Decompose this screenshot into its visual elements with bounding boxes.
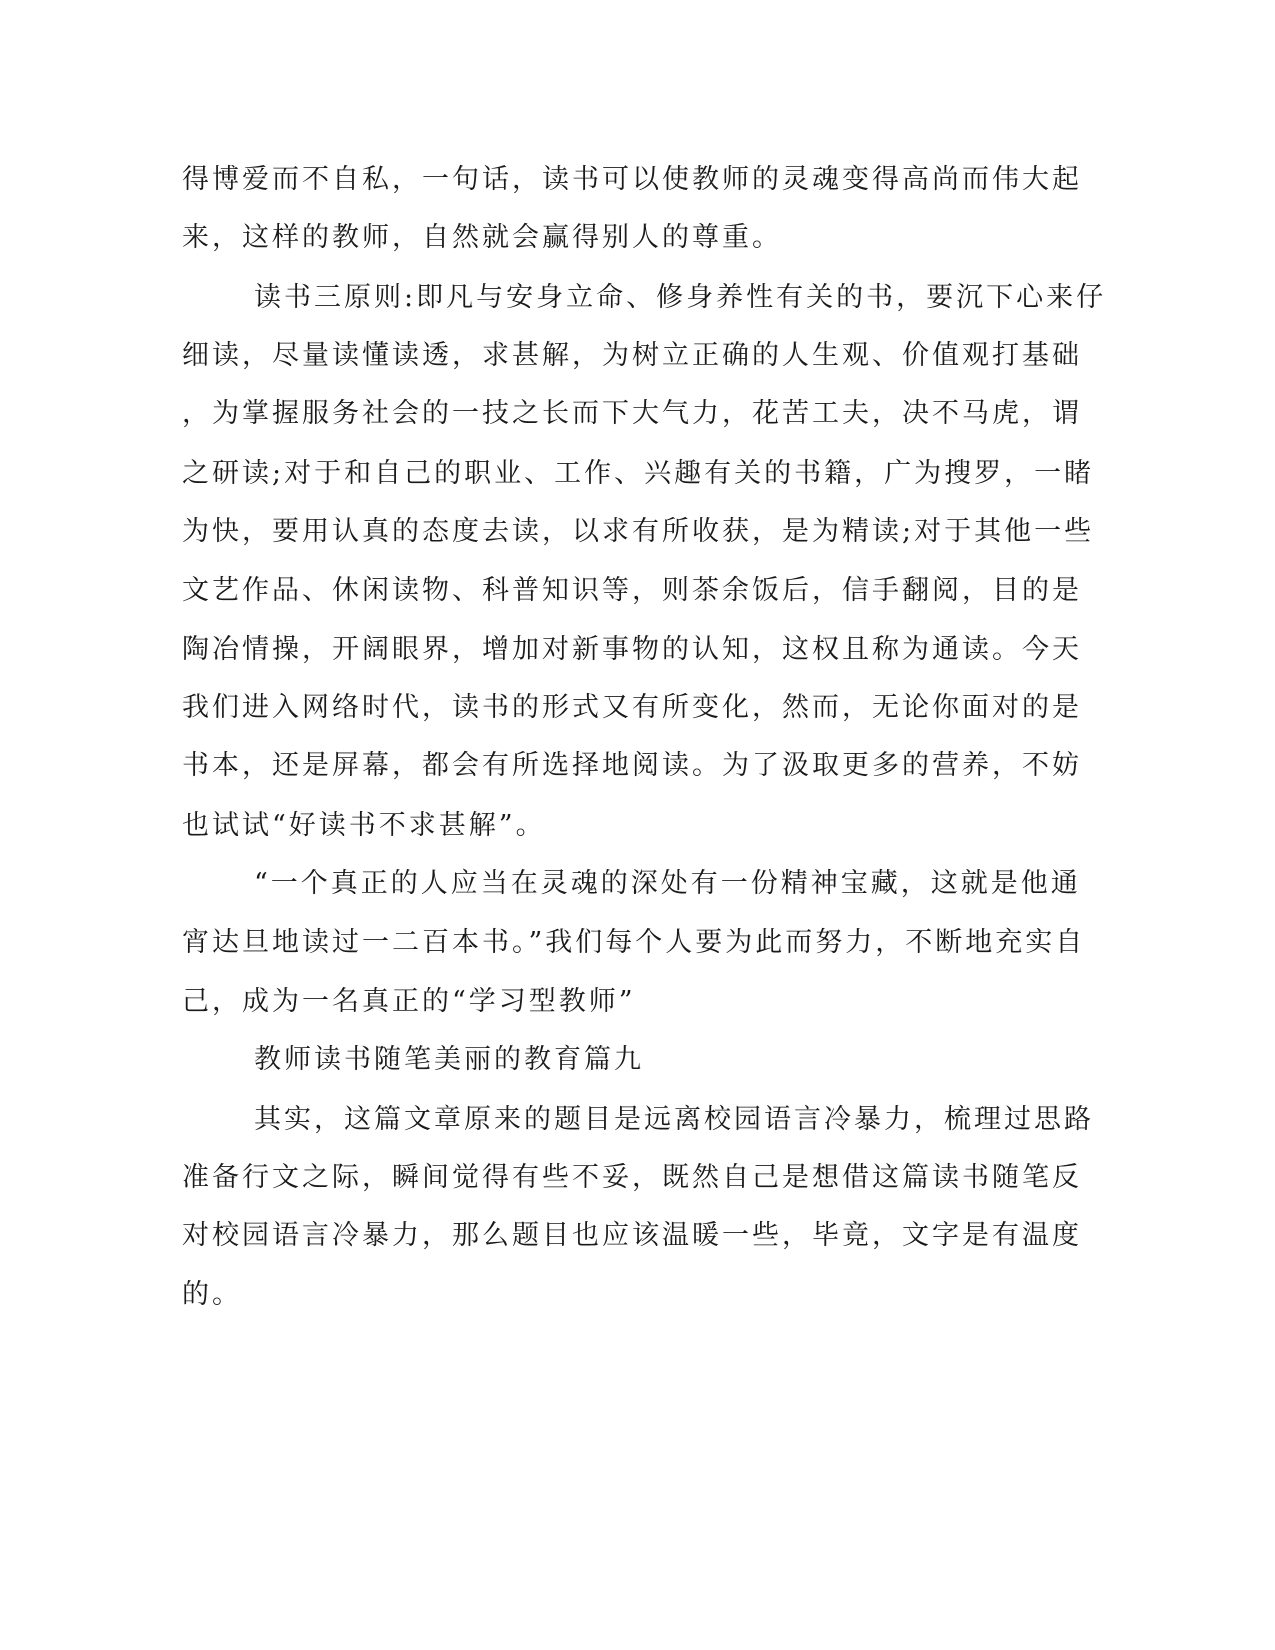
text-line: 文艺作品、休闲读物、科普知识等，则茶余饭后，信手翻阅，目的是: [182, 575, 1082, 606]
text-line: 来，这样的教师，自然就会赢得别人的尊重。: [182, 222, 782, 253]
text-line: 细读，尽量读懂读透，求甚解，为树立正确的人生观、价值观打基础: [182, 340, 1082, 371]
text-line: 书本，还是屏幕，都会有所选择地阅读。为了汲取更多的营养，不妨: [182, 750, 1082, 781]
text-line: 的。: [182, 1279, 242, 1310]
paragraph-start-line: 读书三原则:即凡与安身立命、修身养性有关的书，要沉下心来仔: [254, 282, 1107, 313]
text-line: 准备行文之际，瞬间觉得有些不妥，既然自己是想借这篇读书随笔反: [182, 1162, 1082, 1193]
text-line: 陶冶情操，开阔眼界，增加对新事物的认知，这权且称为通读。今天: [182, 634, 1082, 665]
text-line: 之研读;对于和自己的职业、工作、兴趣有关的书籍，广为搜罗，一睹: [182, 458, 1095, 489]
text-line: 己，成为一名真正的“学习型教师”: [182, 986, 636, 1017]
text-line: 我们进入网络时代，读书的形式又有所变化，然而，无论你面对的是: [182, 692, 1082, 723]
text-line: ，为掌握服务社会的一技之长而下大气力，花苦工夫，决不马虎，谓: [182, 398, 1082, 429]
section-heading: 教师读书随笔美丽的教育篇九: [254, 1044, 644, 1075]
text-line: 对校园语言冷暴力，那么题目也应该温暖一些，毕竟，文字是有温度: [182, 1220, 1082, 1251]
paragraph-start-line: 其实，这篇文章原来的题目是远离校园语言冷暴力，梳理过思路: [254, 1104, 1094, 1135]
text-line: 为快，要用认真的态度去读，以求有所收获，是为精读;对于其他一些: [182, 516, 1095, 547]
text-line: 也试试“好读书不求甚解”。: [182, 810, 546, 841]
text-line: 宵达旦地读过一二百本书。”我们每个人要为此而努力，不断地充实自: [182, 927, 1086, 958]
text-line: 得博爱而不自私，一句话，读书可以使教师的灵魂变得高尚而伟大起: [182, 164, 1082, 195]
paragraph-start-line: “一个真正的人应当在灵魂的深处有一份精神宝藏，这就是他通: [254, 868, 1081, 899]
